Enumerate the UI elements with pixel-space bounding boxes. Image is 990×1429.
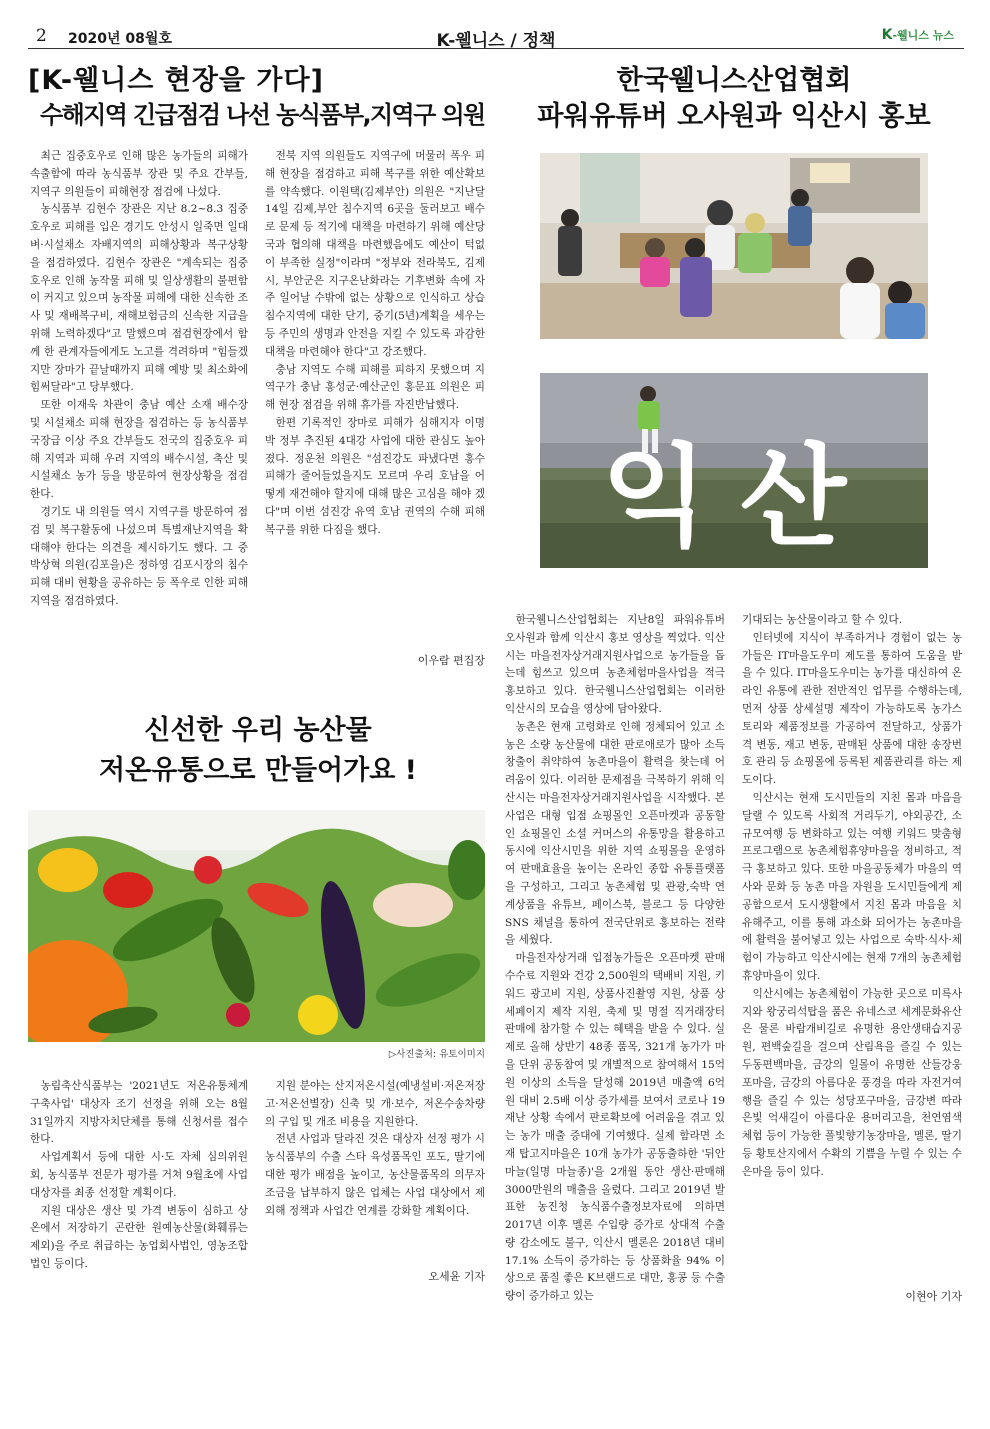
article3-title-line2: 저온유통으로 만들어가요 ! [98, 755, 417, 786]
article3-title-line1: 신선한 우리 농산물 [144, 715, 372, 746]
logo-text: -웰니스 뉴스 [892, 29, 954, 42]
paragraph: 한국웰니스산업협회는 지난8일 파워유튜버 오사원과 함께 익산시 홍보 영상을 찍었다. 익산시는 마을전자상거래지원사업으로 농가들을 돕는데 힘쓰고 있으며 농촌체험마을사업을 적극 홍보하고 있다. 한국웰니스산업협회는 이러한 익산시의 모습을 영상에 담아왔다. [505, 614, 725, 715]
paragraph: 경기도 내 의원들 역시 지역구를 방문하여 점검 및 복구활동에 나섰으며 특별재난지역을 확대해야 한다는 의견을 제시하기도 했다. 그 중 박상혁 의원(김포을)은 정하영 김포시장의 침수피해 대비 현황을 공유하는 등 폭우로 인한 피해지역을 점검하였다. [30, 505, 249, 607]
article2-column-1 [505, 612, 725, 1306]
paragraph: 익산시는 현재 도시민들의 지친 몸과 마음을 달랠 수 있도록 사회적 거리두기, 야외공간, 소규모여행 등 변화하고 있는 여행 키워드 맞춤형 프로그램으로 농촌체험휴양마을을 정비하고, 적극 홍보하고 있다. 또한 마을공동체가 마을의 역사와 문화 등 농촌 마을 자원을 도시민들에게 제공함으로서 도시생활에서 지친 몸과 마음을 치유해주고, 이를 통해 과소화 되어가는 농촌마을에 활력을 불어넣고 있는 사업으로 숙박·식사·체험이 가능하고 익산시에는 현재 7개의 농촌체험휴양마을이 있다. [742, 791, 962, 982]
vegetables-image [28, 810, 485, 1042]
paragraph: 전년 사업과 달라진 것은 대상자 선정 평가 시 농식품부의 수출 스타 육성품목인 포도, 딸기에 대한 평가 배점을 높이고, 농산물품목의 의무자조금을 납부하지 않은 업체는 사업 대상에서 제외해 정책과 사업간 연계를 강화할 계획이다. [265, 1133, 485, 1217]
article2-title-line1: 한국웰니스산업협회 [616, 65, 852, 96]
paragraph: 또한 이재욱 차관이 충남 예산 소재 배수장 및 시설채소 피해 현장을 점검하는 등 농식품부 국장급 이상 주요 간부들도 전국의 집중호우 피해 지역과 피해 우려 지역의 배수시설, 축산 및 시설채소 농가 등을 방문하여 현장상황을 점검한다. [30, 399, 248, 501]
paragraph: 농촌은 현재 고령화로 인해 정체되어 있고 소농은 소량 농산물에 대한 판로애로가 많아 소득창출이 취약하여 농촌마을이 활력을 찾는데 어려움이 있다. 이러한 문제점을 극복하기 위해 익산시는 마을전자상거래지원사업을 시작했다. 본 사업은 대형 입점 쇼핑몰인 오픈마켓과 공동할인 쇼핑몰인 소셜 커머스의 유통망을 활용하고 동시에 익산시민을 위한 지역 쇼핑몰을 운영하여 판매효율을 높이는 온라인 종합 유통플랫폼을 구성하고, 그리고 농촌체험 및 관광,숙박 연계상품을 유튜브, 페이스북, 블로그 등 다양한 SNS 채널을 통하여 전국단위로 홍보하는 전략을 세웠다. [505, 720, 725, 947]
article3-byline: 오세윤 기자 [428, 1270, 485, 1283]
issue-date: 2020년 08월호 [68, 31, 172, 47]
indoor-event-photo [540, 153, 928, 339]
article2-byline: 이현아 기자 [905, 1290, 962, 1303]
article1-title: 수해지역 긴급점검 나선 농식품부,지역구 의원 [40, 101, 485, 129]
article1-column-2 [265, 148, 485, 540]
page-header [28, 24, 964, 49]
sign-letters: 익산 [601, 433, 879, 561]
paragraph: 지원 대상은 생산 및 가격 변동이 심하고 상온에서 저장하기 곤란한 원예농산물(화훼류는 제외)을 주로 취급하는 농업회사법인, 영농조합법인 등이다. [30, 1204, 248, 1270]
paragraph: 인터넷에 지식이 부족하거나 경험이 없는 농가들은 IT마을도우미 제도를 통하여 도움을 받을 수 있다. IT마을도우미는 농가를 대신하여 온라인 유통에 관한 전반적인 업무를 수행하는데, 먼저 상품 상세설명 제작이 가능하도록 농가스토리와 제품정보를 가공하여 전달하고, 상품가격 변동, 재고 변동, 판매된 상품에 대한 송장번호 관리 등 쇼핑몰에 등록된 제품관리를 하는 제도이다. [742, 631, 962, 787]
paragraph: 사업계획서 등에 대한 시·도 자체 심의위원회, 농식품부 전문가 평가를 거쳐 9월초에 사업대상자를 최종 선정할 계획이다. [30, 1151, 248, 1199]
paragraph: 전북 지역 의원들도 지역구에 머물러 폭우 피해 현장을 점검하고 피해 복구를 위한 예산확보를 약속했다. 이원택(김제부안) 의원은 "지난달 14일 김제,부안 침수지역 6곳을 둘러보고 배수로 문제 등 적기에 대책을 마련하기 위해 예산당국과 협의해 대책을 마련했음에도 예산이 턱없이 부족한 실정"이라며 "정부와 전라북도, 김제시, 부안군은 지구온난화라는 기후변화 속에 자주 일어날 수밖에 없는 상황으로 인식하고 상습침수지역에 대한 단기, 중기(5년)계획을 세우는 등 주민의 생명과 안전을 지킬 수 있도록 과감한 대책을 마련해야 한다"고 강조했다. [265, 150, 485, 358]
paragraph: 충남 지역도 수해 피해를 피하지 못했으며 지역구가 충남 홍성군·예산군인 홍문표 의원은 피해 현장 점검을 위해 휴가를 자진반납했다. [265, 363, 485, 412]
paragraph: 최근 집중호우로 인해 많은 농가들의 피해가 속출함에 따라 농식품부 장관 및 주요 간부들, 지역구 의원들이 피해현장 점검에 나섰다. [30, 150, 248, 198]
paragraph: 익산시에는 농촌체험이 가능한 곳으로 미륵사지와 왕궁리석탑을 품은 유네스코 세계문화유산은 물론 바람개비길로 유명한 용안생태습지공원, 편백숲길을 걸으며 산림욕을 즐길 수 있는 두동편백마을, 금강의 일몰이 유명한 산들강웅포마을, 금강의 아름다운 풍경을 따라 자전거여행을 즐길 수 있는 성당포구마을, 금강변 따라 은빛 억새길이 아름다운 용머리고을, 천연염색 체험 등이 가능한 폴빛향기농장마을, 멜론, 딸기 등 황토산지에서 수확의 기쁨을 누릴 수 있는 수은마을 등이 있다. [742, 987, 962, 1178]
article3-column-2 [265, 1078, 485, 1220]
paragraph: 한편 기록적인 장마로 피해가 심해지자 이명박 정부 추진된 4대강 사업에 대한 관심도 높아졌다. 정운천 의원은 "섬진강도 파냈다면 홍수 피해가 줄어들었을지도 모르며 우리 호남을 어떻게 재건해야 할지에 대해 많은 고심을 해야 겠다"며 이번 섬진강 유역 호남 권역의 수해 피해 복구를 위한 다짐을 했다. [265, 416, 485, 536]
article1-column-1 [30, 148, 248, 611]
outdoor-sign-photo [540, 373, 928, 568]
paragraph: 농식품부 김현수 장관은 지난 8.2~8.3 집중호우로 피해를 입은 경기도 안성시 일죽면 일대 벼·시설채소 자배지역의 피해상황과 복구상황을 점검하였다. 김현수 장관은 "계속되는 집중호우로 인해 농작물 피해 및 일상생활의 불편함이 커지고 있으며 농작물 피해에 대한 신속한 조사 및 재배복구비, 재해보험금의 신속한 지급을 위해 노력하겠다"고 말했으며 점검현장에서 함께 한 관계자들에게도 노고를 격려하며 "힘들겠지만 장마가 끝날때까지 피해 예방 및 최소화에 힘써달라"고 당부했다. [30, 203, 249, 394]
vegetables-photo [28, 810, 485, 1042]
paragraph: 기대되는 농산물이라고 할 수 있다. [742, 614, 903, 626]
article2-title-line2: 파워유튜버 오사원과 익산시 홍보 [537, 101, 931, 132]
article3-column-1 [30, 1078, 248, 1274]
logo-k: K [881, 27, 893, 43]
indoor-event-image [540, 153, 928, 339]
page-number: 2 [36, 26, 47, 46]
newspaper-logo [882, 27, 954, 43]
article1-kicker: [K-웰니스 현장을 가다] [28, 65, 324, 96]
article2-column-2 [742, 612, 962, 1182]
paragraph: 마을전자상거래 입점농가들은 오픈마켓 판매수수료 지원와 건강 2,500원의 택배비 지원, 키워드 광고비 지원, 상품사진촬영 지원, 상품 상세페이지 제작 지원, 축제 및 명절 직거래장터 판매에 참가할 수 있는 혜택을 받을 수 있다. 실제로 올해 상반기 48종 품목, 321개 농가가 마을 단위 공동참여 및 개별적으로 참여해서 15억 원 이상의 소득을 달성해 2019년 매출액 6억 원 대비 2.5배 이상 증가세를 보여서 코로나 19 재난 상황 속에서 판로확보에 어려움을 겪고 있는 농가 매출 증대에 기여했다. 실제 함라면 소재 탑고지마을은 10개 농가가 공동출하한 '뒤안마늘(일명 마늘종)'을 2개월 동안 생산·판매해 3000만원의 매출을 올렸다. 그리고 2019년 발표한 농진청 농식품수출정보자료에 의하면 2017년 이후 멜론 수입량 증가로 상대적 수출량 감소에도 불구, 익산시 멜론은 2018년 대비 17.1% 소득이 증가하는 등 상품화율 94% 이상으로 품질 좋은 K브랜드로 대만, 홍콩 등 수출량이 증가하고 있는 [505, 952, 725, 1303]
section-title: K-웰니스 / 정책 [436, 31, 556, 51]
paragraph: 농림축산식품부는 '2021년도 저온유통체계구축사업' 대상자 조기 선정을 위해 오는 8월 31일까지 지방자치단체를 통해 신청서를 접수한다. [30, 1080, 248, 1146]
paragraph: 지원 분야는 산지저온시설(예냉설비·저온저장고·저온선별장) 신축 및 개·보수, 저온수송차량의 구입 및 개조 비용을 지원한다. [265, 1080, 485, 1128]
photo-credit: ▷사진출처: 유토이미지 [388, 1049, 485, 1060]
article1-byline: 이우람 편집장 [417, 654, 485, 667]
